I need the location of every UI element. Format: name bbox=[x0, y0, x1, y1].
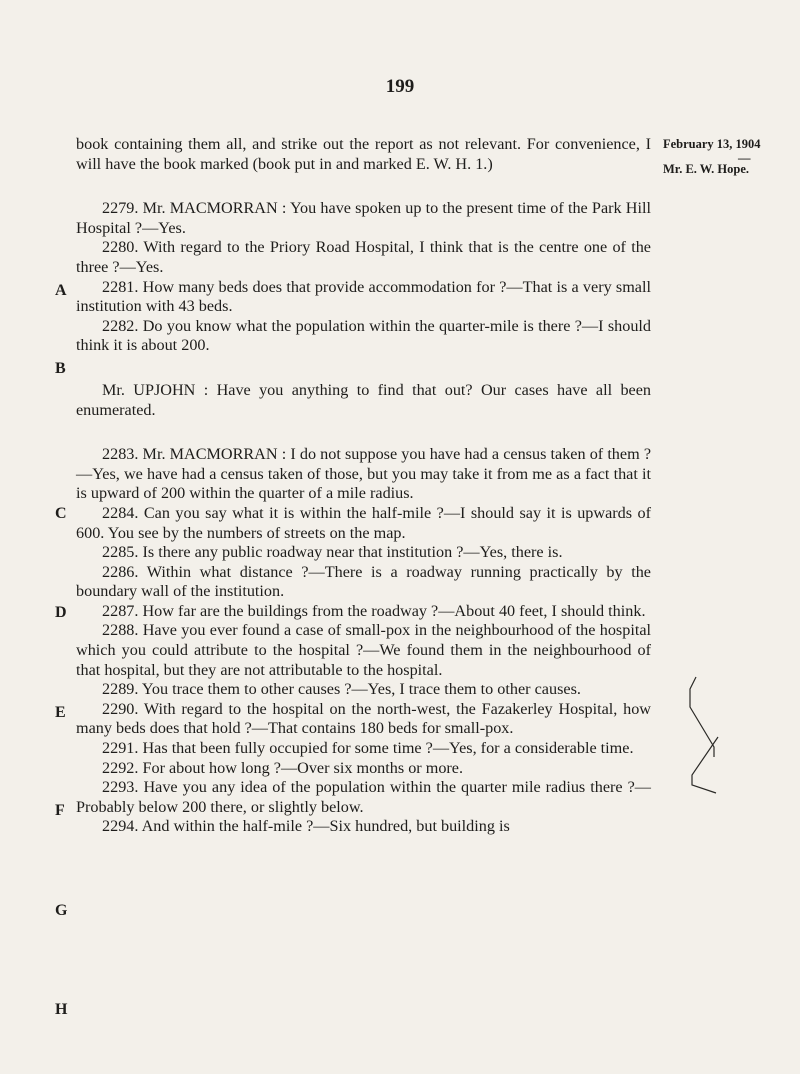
margin-bracket-mark bbox=[688, 675, 728, 795]
margin-dash: — bbox=[738, 151, 751, 165]
paragraph-2293: 2293. Have you any idea of the population within the quarter mile radius there ?—Probably below 200 there, or slightly below. bbox=[76, 778, 651, 816]
paragraph-upjohn: Mr. UPJOHN : Have you anything to find that out? Our cases have all been enumerated. bbox=[76, 380, 651, 419]
margin-letter-a: A bbox=[55, 282, 67, 299]
paragraph-2288: 2288. Have you ever found a case of small-pox in the neighbourhood of the hospital which you could attribute to the hospital ?—We found them in the neighbourhood of that hospital, but they are not attributable to the hospital. bbox=[76, 621, 651, 679]
paragraph-2291: 2291. Has that been fully occupied for some time ?—Yes, for a considerable time. bbox=[102, 739, 634, 758]
paragraph-2289: 2289. You trace them to other causes ?—Yes, I trace them to other causes. bbox=[102, 680, 581, 699]
transcript-text bbox=[76, 135, 651, 837]
paragraph-2290: 2290. With regard to the hospital on the north-west, the Fazakerley Hospital, how many beds does that hold ?—That contains 180 beds for small-pox. bbox=[76, 699, 651, 738]
paragraph-2287: 2287. How far are the buildings from the roadway ?—About 40 feet, I should think. bbox=[102, 601, 646, 620]
paragraph-2284: 2284. Can you say what it is within the half-mile ?—I should say it is upwards of 600. You see by the numbers of streets on the map. bbox=[76, 503, 651, 542]
paragraph-2283: 2283. Mr. MACMORRAN : I do not suppose you have had a census taken of them ?—Yes, we have had a census taken of those, but you may take it from me as a fact that it is upward of 200 within the quarter of a mile radius. bbox=[76, 445, 651, 503]
margin-letter-c: C bbox=[55, 505, 67, 522]
margin-letter-f: F bbox=[55, 802, 65, 819]
paragraph-2280: 2280. With regard to the Priory Road Hospital, I think that is the centre one of the three ?—Yes. bbox=[76, 238, 651, 276]
paragraph-2294: 2294. And within the half-mile ?—Six hundred, but building is bbox=[102, 817, 510, 836]
paragraph-2286: 2286. Within what distance ?—There is a roadway running practically by the boundary wall of the institution. bbox=[76, 562, 651, 601]
margin-date: February 13, 1904 bbox=[663, 137, 761, 151]
margin-letter-h: H bbox=[55, 1001, 68, 1018]
margin-letter-g: G bbox=[55, 902, 68, 919]
margin-letter-e: E bbox=[55, 704, 66, 721]
page-number: 199 bbox=[385, 76, 415, 97]
paragraph-2279: 2279. Mr. MACMORRAN : You have spoken up to the present time of the Park Hill Hospital ?—Yes. bbox=[76, 199, 651, 237]
paragraph-2282: 2282. Do you know what the population within the quarter-mile is there ?—I should think it is about 200. bbox=[76, 316, 651, 355]
margin-witness: Mr. E. W. Hope. bbox=[663, 162, 750, 176]
paragraph-2285: 2285. Is there any public roadway near that institution ?—Yes, there is. bbox=[102, 543, 563, 562]
margin-letter-d: D bbox=[55, 604, 67, 621]
paragraph-continuation: book containing them all, and strike out the report as not relevant. For convenience, I will have the book marked (book put in and marked E. W. H. 1.) bbox=[76, 135, 651, 173]
paragraph-2281: 2281. How many beds does that provide accommodation for ?—That is a very small institution with 43 beds. bbox=[76, 277, 651, 316]
margin-letter-b: B bbox=[55, 360, 66, 377]
paragraph-2292: 2292. For about how long ?—Over six months or more. bbox=[102, 758, 464, 777]
